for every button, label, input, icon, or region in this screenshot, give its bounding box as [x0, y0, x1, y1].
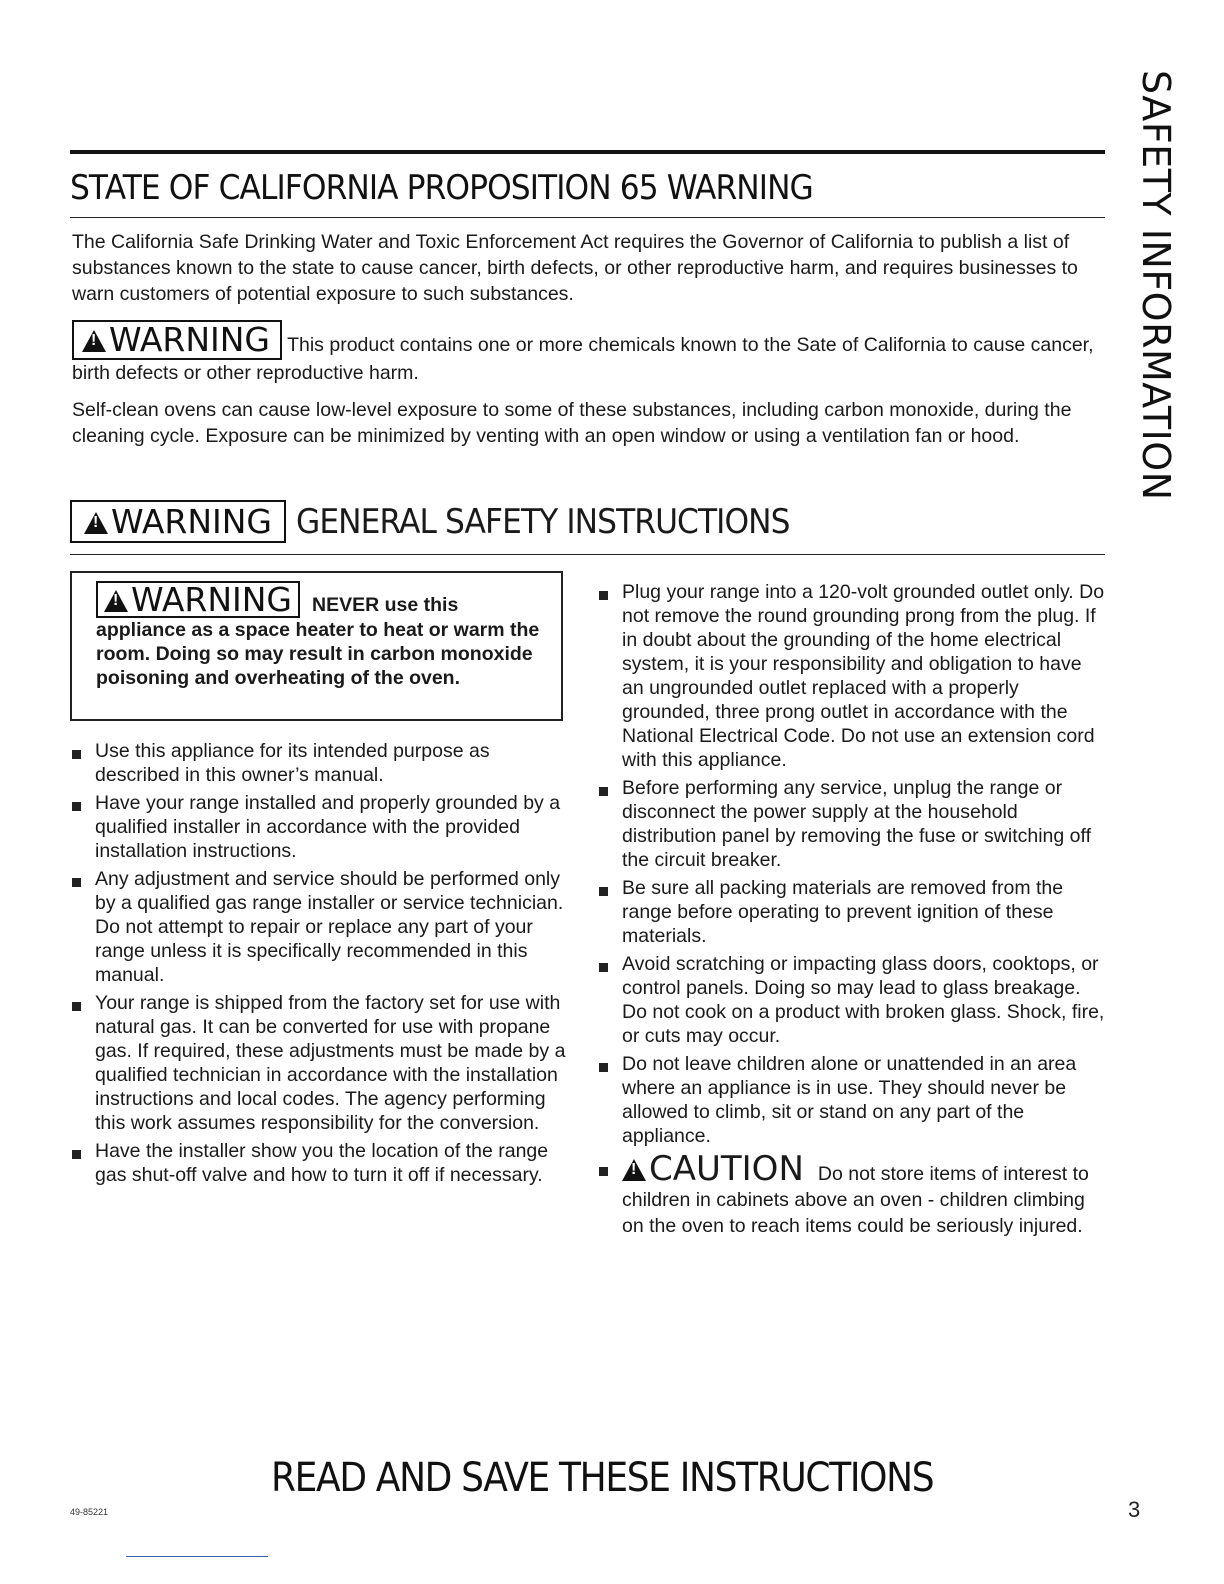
list-item: Have the installer show you the location of the range gas shut-off valve and how to turn it off if necessary.: [70, 1139, 575, 1187]
list-item: Have your range installed and properly grounded by a qualified installer in accordance with the provided installation instructions.: [70, 791, 575, 863]
section-rule: [70, 217, 1105, 218]
page-number: 3: [1128, 1497, 1141, 1522]
never-lead: NEVER use this: [312, 594, 459, 616]
prop65-selfclean: Self-clean ovens can cause low-level exposure to some of these substances, including carbon monoxide, during the cleaning cycle. Exposure can be minimized by venting with an open window or using a ventilation fan or hood.: [72, 399, 1072, 447]
warning-label-box: [70, 500, 286, 543]
never-warning-box: [70, 571, 563, 721]
list-item: Use this appliance for its intended purpose as described in this owner’s manual.: [70, 739, 575, 787]
caution-label: CAUTION: [649, 1149, 804, 1189]
list-item: Avoid scratching or impacting glass doors, cooktops, or control panels. Doing so may lead to glass breakage. Do not cook on a product with broken glass. Shock, fire, or cuts may occur.: [597, 952, 1107, 1048]
right-column: [597, 580, 1107, 1243]
warning-triangle-icon: [104, 590, 128, 612]
warning-label: WARNING: [111, 502, 273, 541]
prop65-intro: The California Safe Drinking Water and Toxic Enforcement Act requires the Governor of California to publish a list of substances known to the state to cause cancer, birth defects, or other reproductive harm, and requires businesses to warn customers of potential exposure to such substances.: [72, 231, 1078, 305]
footer-title: READ AND SAVE THESE INSTRUCTIONS: [271, 1455, 934, 1501]
general-heading: [70, 500, 833, 543]
general-title: GENERAL SAFETY INSTRUCTIONS: [296, 502, 790, 542]
warning-label-box: [72, 320, 282, 360]
prop65-title: STATE OF CALIFORNIA PROPOSITION 65 WARNING: [70, 168, 813, 208]
never-text: appliance as a space heater to heat or warm the room. Doing so may result in carbon monoxide poisoning and overheating of the oven.: [96, 619, 540, 689]
list-item: Any adjustment and service should be performed only by a qualified gas range installer or service technician. Do not attempt to repair or replace any part of your range unless it is specifically recommended in this manual.: [70, 867, 575, 987]
link-underline: [126, 1556, 268, 1557]
left-column: [70, 739, 575, 1191]
document-code: 49-85221: [70, 1507, 109, 1517]
side-tab: [1118, 70, 1178, 501]
warning-triangle-icon: [82, 330, 106, 352]
caution-label-wrap: [622, 1149, 804, 1189]
section-rule: [70, 554, 1105, 555]
caution-text: Do not store items of interest to children in cabinets above an oven - children climbing on the oven to reach items could be seriously injured.: [622, 1163, 1089, 1237]
warning-label: WARNING: [131, 580, 293, 619]
side-tab-label: SAFETY INFORMATION: [1134, 70, 1178, 501]
prop65-warning-paragraph: [72, 320, 1102, 386]
list-item: Before performing any service, unplug the range or disconnect the power supply at the household distribution panel by removing the fuse or switching off the circuit breaker.: [597, 776, 1107, 872]
list-item: Your range is shipped from the factory set for use with natural gas. It can be converted for use with propane gas. If required, these adjustments must be made by a qualified technician in accordance with the installation instructions and local codes. The agency performing this work assumes responsibility for the conversion.: [70, 991, 575, 1135]
list-item: Do not leave children alone or unattended in an area where an appliance is in use. They should never be allowed to climb, sit or stand on any part of the appliance.: [597, 1052, 1107, 1148]
warning-triangle-icon: [84, 512, 108, 534]
prop65-warning-text: This product contains one or more chemicals known to the Sate of California to cause cancer, birth defects or other reproductive harm.: [72, 334, 1094, 384]
list-item: Plug your range into a 120-volt grounded outlet only. Do not remove the round grounding prong from the plug. If in doubt about the grounding of the home electrical system, it is your responsibility and obligation to have an ungrounded outlet replaced with a properly grounded, three prong outlet in accordance with the National Electrical Code. Do not use an extension cord with this appliance.: [597, 580, 1107, 772]
caution-item: [597, 1149, 1107, 1239]
warning-label: WARNING: [109, 320, 271, 359]
list-item: Be sure all packing materials are removed from the range before operating to prevent ignition of these materials.: [597, 876, 1107, 948]
warning-label-box: [96, 581, 300, 618]
section-rule-top: [70, 150, 1105, 154]
caution-triangle-icon: [622, 1159, 646, 1181]
